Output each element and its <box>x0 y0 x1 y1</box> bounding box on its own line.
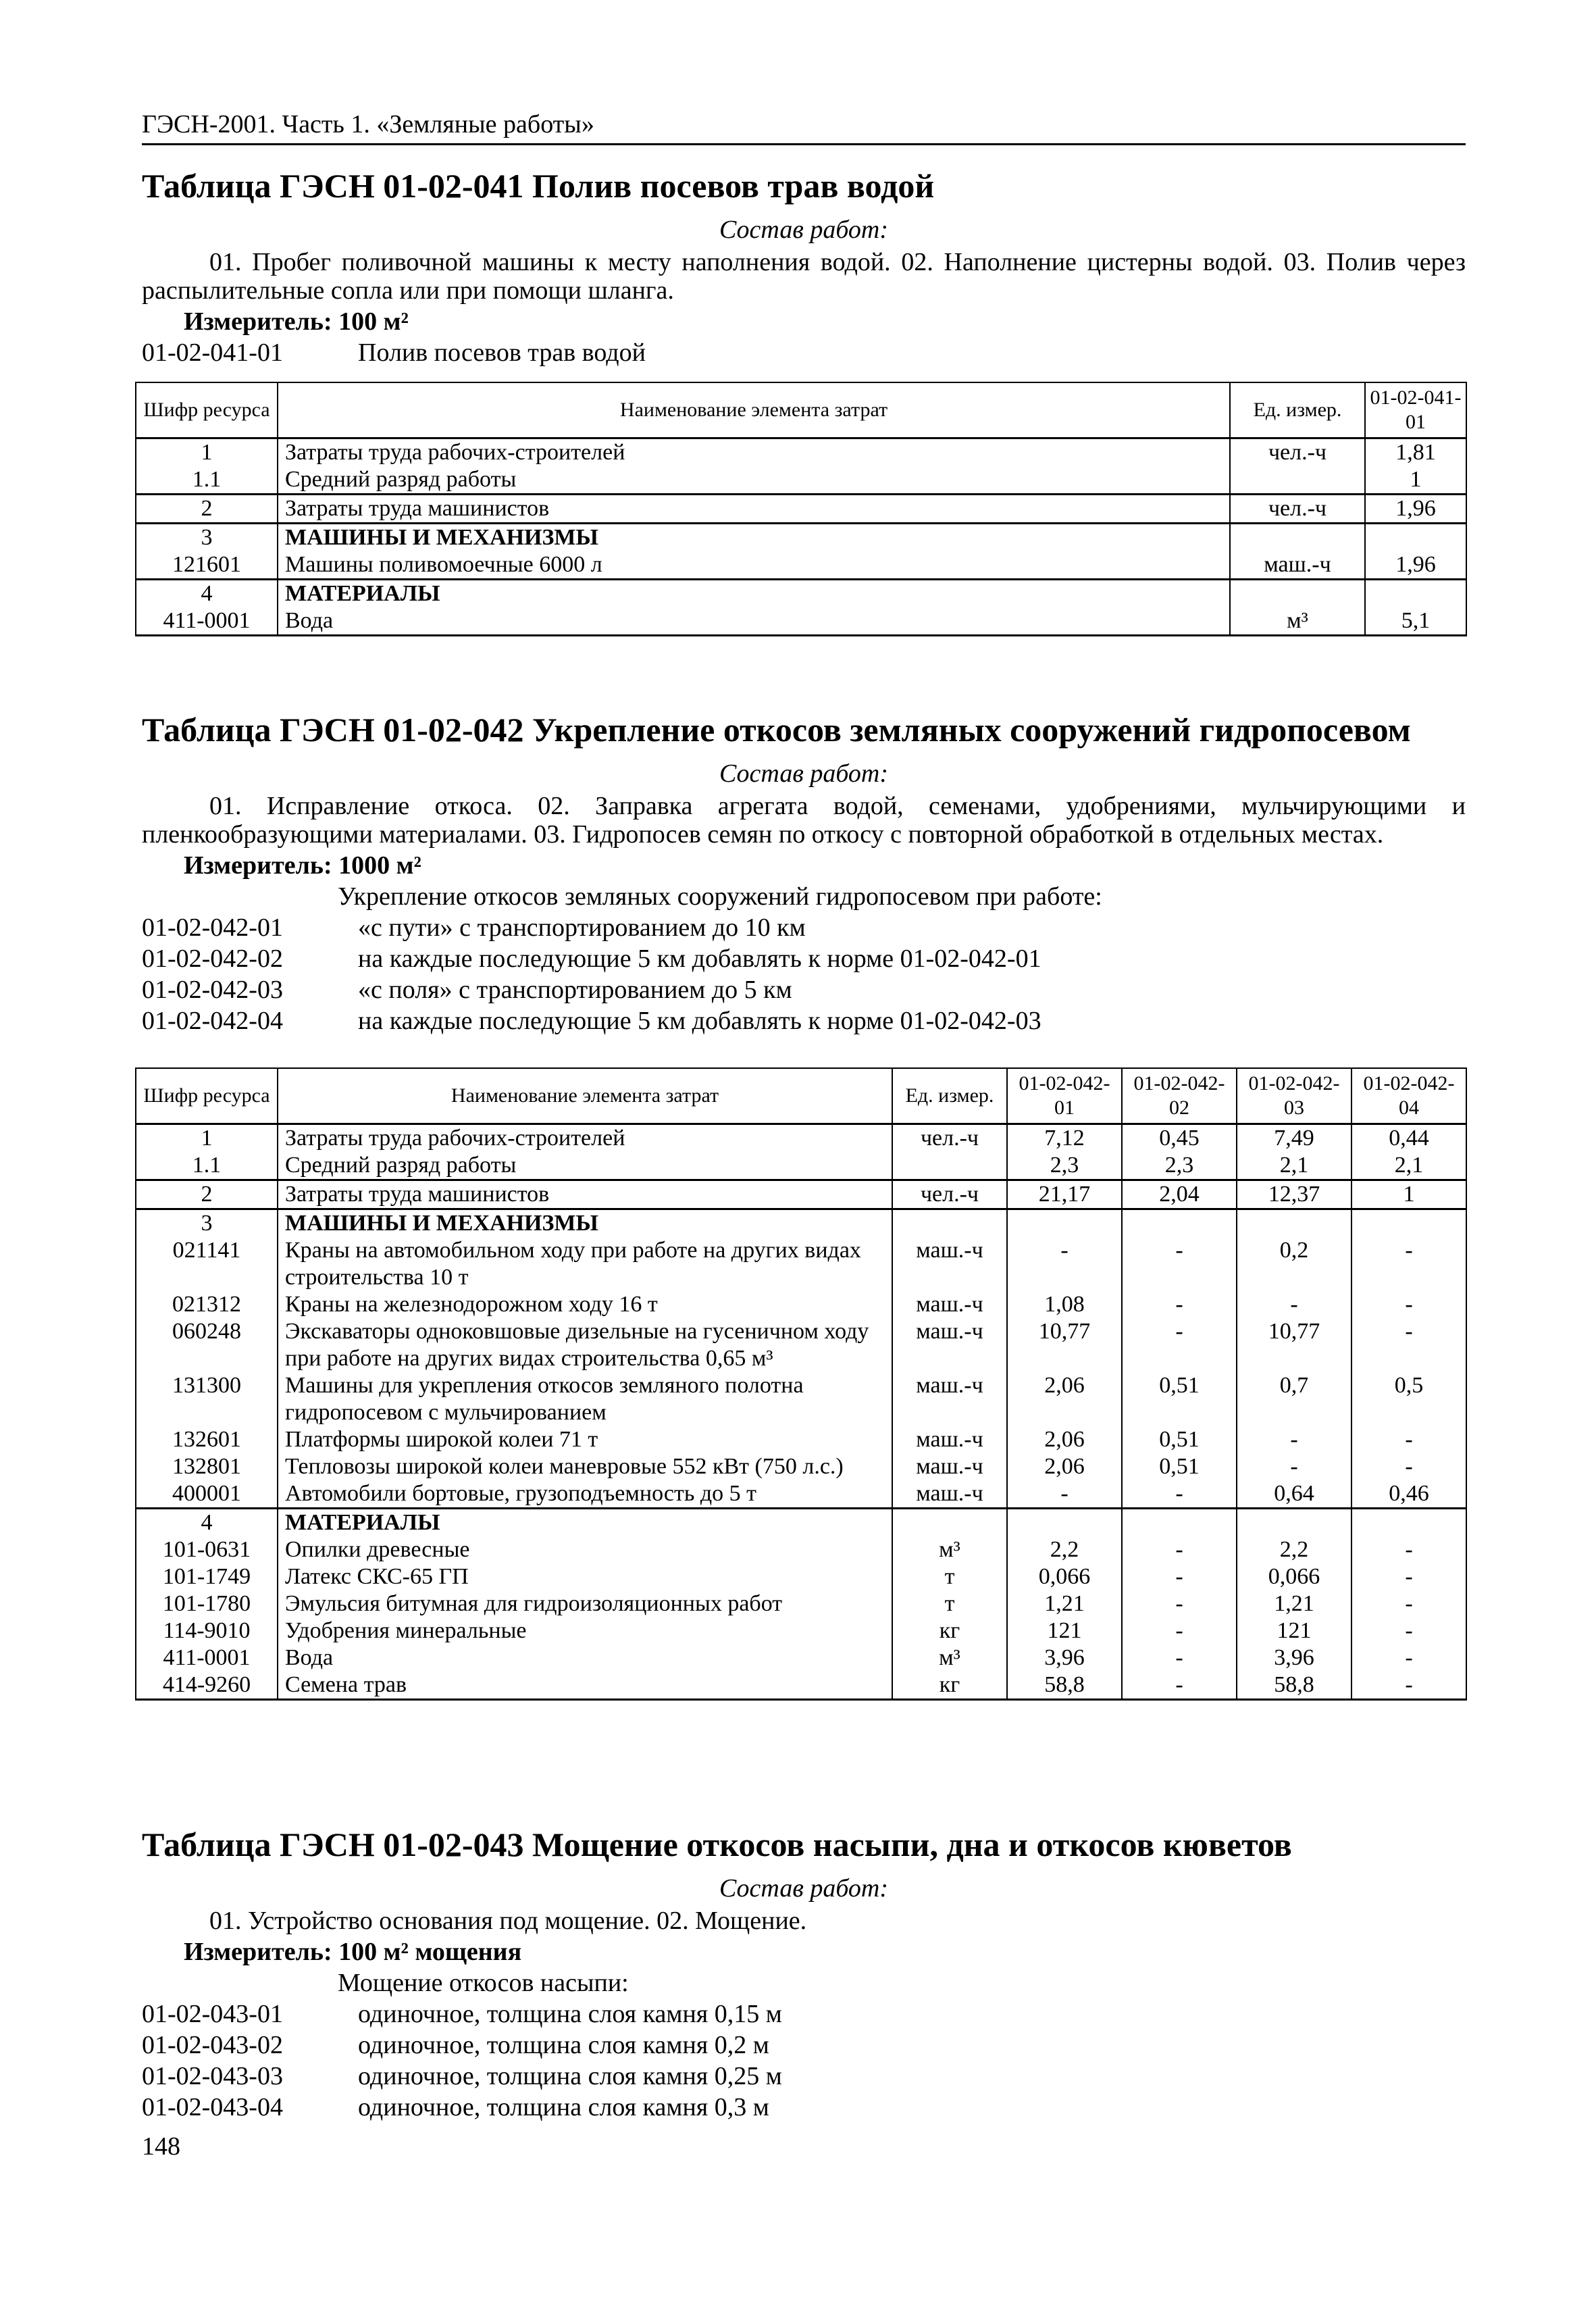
cell-value: 1 <box>1365 466 1466 495</box>
resource-table-01-02-041 <box>135 382 1467 636</box>
cell-value: 0,46 <box>1352 1480 1466 1509</box>
cell-value <box>1365 580 1466 608</box>
measure-unit: Измеритель: 100 м² мощения <box>184 1938 522 1966</box>
cell-code: 3 <box>136 1209 278 1238</box>
cell-name: Тепловозы широкой колеи маневровые 552 кВт (750 л.с.) <box>278 1453 892 1480</box>
norm-code-list <box>142 1998 1466 2123</box>
cell-unit: маш.-ч <box>892 1426 1007 1453</box>
cell-category: МАТЕРИАЛЫ <box>278 580 1230 608</box>
cell-code: 101-1780 <box>136 1590 278 1617</box>
section-01-02-041 <box>142 166 1466 368</box>
table-row <box>136 551 1466 580</box>
table-row <box>136 1480 1466 1509</box>
cell-value: 0,7 <box>1237 1372 1352 1426</box>
table-row <box>136 466 1466 495</box>
table-row <box>136 607 1466 636</box>
cell-value: 58,8 <box>1237 1671 1352 1700</box>
table-row <box>136 1291 1466 1318</box>
cell-name: Средний разряд работы <box>278 466 1230 495</box>
cell-value: 0,51 <box>1122 1426 1237 1453</box>
norm-code-list <box>142 337 1466 368</box>
group-operators <box>136 1180 1466 1209</box>
cell-name: Семена трав <box>278 1671 892 1700</box>
measure-unit: Измеритель: 100 м² <box>184 307 409 336</box>
table-row <box>136 1237 1466 1291</box>
cell-value: - <box>1122 1671 1237 1700</box>
cell-value: - <box>1352 1644 1466 1671</box>
norm-code: 01-02-042-04 <box>142 1007 283 1035</box>
cell-name: Средний разряд работы <box>278 1152 892 1180</box>
norm-code: 01-02-042-03 <box>142 976 283 1004</box>
cell-value <box>1237 1209 1352 1238</box>
cell-code: 101-0631 <box>136 1536 278 1563</box>
norm-description: Полив посевов трав водой <box>358 338 646 367</box>
cell-unit: чел.-ч <box>892 1180 1007 1209</box>
table-row <box>136 1372 1466 1426</box>
group-machines <box>136 524 1466 580</box>
cell-name: Вода <box>278 1644 892 1671</box>
cell-value: - <box>1237 1426 1352 1453</box>
cell-code: 411-0001 <box>136 1644 278 1671</box>
cell-value: 1,81 <box>1365 438 1466 467</box>
table-header-row <box>136 1068 1466 1124</box>
norm-code: 01-02-043-01 <box>142 2000 283 2028</box>
section-01-02-042 <box>142 709 1466 1036</box>
table-row <box>136 1644 1466 1671</box>
header-code: Шифр ресурса <box>136 1068 278 1124</box>
cell-value: - <box>1352 1291 1466 1318</box>
table-row <box>136 1536 1466 1563</box>
cell-value: - <box>1122 1536 1237 1563</box>
cell-name: Машины для укрепления откосов земляного полотна гидропосевом с мульчированием <box>278 1372 892 1426</box>
cell-value <box>1007 1209 1122 1238</box>
norm-description: одиночное, толщина слоя камня 0,15 м <box>358 2000 782 2028</box>
measure-unit: Измеритель: 1000 м² <box>184 851 421 880</box>
table-row <box>136 1590 1466 1617</box>
header-norm-1: 01-02-041-01 <box>1365 382 1466 438</box>
cell-value: 0,64 <box>1237 1480 1352 1509</box>
header-divider <box>142 143 1466 145</box>
cell-value <box>1122 1209 1237 1238</box>
cell-value <box>1122 1509 1237 1537</box>
header-unit: Ед. измер. <box>892 1068 1007 1124</box>
cell-value: - <box>1122 1480 1237 1509</box>
cell-value: 1,96 <box>1365 551 1466 580</box>
cell-name: Машины поливомоечные 6000 л <box>278 551 1230 580</box>
cell-unit: маш.-ч <box>892 1237 1007 1291</box>
cell-value: 3,96 <box>1237 1644 1352 1671</box>
norm-code-list <box>142 912 1466 1036</box>
cell-unit: маш.-ч <box>892 1372 1007 1426</box>
cell-value: 0,5 <box>1352 1372 1466 1426</box>
cell-value: - <box>1352 1671 1466 1700</box>
cell-value: 12,37 <box>1237 1180 1352 1209</box>
group-labor <box>136 438 1466 495</box>
cell-value: - <box>1122 1644 1237 1671</box>
table-row <box>136 524 1466 552</box>
norm-list-intro: Мощение откосов насыпи: <box>338 1969 629 1997</box>
table-row <box>136 1426 1466 1453</box>
cell-name: Латекс СКС-65 ГП <box>278 1563 892 1590</box>
cell-code: 021141 <box>136 1237 278 1291</box>
header-norm-1: 01-02-042-01 <box>1007 1068 1122 1124</box>
header-unit: Ед. измер. <box>1230 382 1365 438</box>
cell-name: Автомобили бортовые, грузоподъемность до 5 т <box>278 1480 892 1509</box>
norm-list-intro: Укрепление откосов земляных сооружений гидропосевом при работе: <box>338 882 1102 911</box>
cell-unit <box>892 1509 1007 1537</box>
cell-name: Опилки древесные <box>278 1536 892 1563</box>
cell-value: 2,06 <box>1007 1453 1122 1480</box>
section-title: Таблица ГЭСН 01-02-042 Укрепление откосов земляных сооружений гидропосевом <box>142 711 1411 749</box>
group-operators <box>136 495 1466 524</box>
header-norm-3: 01-02-042-03 <box>1237 1068 1352 1124</box>
cell-value: 0,51 <box>1122 1453 1237 1480</box>
cell-value: 2,2 <box>1007 1536 1122 1563</box>
norm-description: одиночное, толщина слоя камня 0,3 м <box>358 2093 769 2121</box>
cell-value: - <box>1122 1590 1237 1617</box>
cell-unit: маш.-ч <box>892 1318 1007 1372</box>
cell-value: - <box>1122 1237 1237 1291</box>
resource-table-01-02-042 <box>135 1067 1467 1701</box>
cell-value: 0,51 <box>1122 1372 1237 1426</box>
cell-value: 10,77 <box>1007 1318 1122 1372</box>
cell-value <box>1007 1509 1122 1537</box>
cell-value: 3,96 <box>1007 1644 1122 1671</box>
cell-value: 1,21 <box>1237 1590 1352 1617</box>
cell-value: - <box>1237 1453 1352 1480</box>
norm-code: 01-02-042-02 <box>142 945 283 973</box>
cell-value <box>1352 1209 1466 1238</box>
group-materials <box>136 580 1466 636</box>
header-norm-4: 01-02-042-04 <box>1352 1068 1466 1124</box>
norm-code-row <box>142 2061 1466 2092</box>
table-row <box>136 1617 1466 1644</box>
cell-value: 2,06 <box>1007 1372 1122 1426</box>
cell-value: - <box>1007 1480 1122 1509</box>
cell-name: Платформы широкой колеи 71 т <box>278 1426 892 1453</box>
table-row <box>136 1209 1466 1238</box>
section-title: Таблица ГЭСН 01-02-041 Полив посевов трав водой <box>142 167 935 205</box>
cell-code: 2 <box>136 495 278 524</box>
cell-value: 0,066 <box>1007 1563 1122 1590</box>
cell-name: Удобрения минеральные <box>278 1617 892 1644</box>
norm-code: 01-02-043-02 <box>142 2031 283 2059</box>
cell-code: 060248 <box>136 1318 278 1372</box>
cell-code: 114-9010 <box>136 1617 278 1644</box>
cell-value: - <box>1122 1563 1237 1590</box>
norm-description: «с пути» с транспортированием до 10 км <box>358 913 806 942</box>
cell-value: 1 <box>1352 1180 1466 1209</box>
norm-code: 01-02-042-01 <box>142 913 283 942</box>
cell-name: Затраты труда машинистов <box>278 495 1230 524</box>
cell-value: 10,77 <box>1237 1318 1352 1372</box>
work-composition-label: Состав работ: <box>719 216 889 244</box>
cell-code: 021312 <box>136 1291 278 1318</box>
cell-value: 0,45 <box>1122 1124 1237 1153</box>
cell-unit: чел.-ч <box>892 1124 1007 1153</box>
cell-category: МАШИНЫ И МЕХАНИЗМЫ <box>278 524 1230 552</box>
section-01-02-043 <box>142 1824 1466 2123</box>
cell-name: Экскаваторы одноковшовые дизельные на гусеничном ходу при работе на других видах строительства 0,65 м³ <box>278 1318 892 1372</box>
table-row <box>136 1318 1466 1372</box>
cell-code: 411-0001 <box>136 607 278 636</box>
cell-code: 3 <box>136 524 278 552</box>
cell-value: 2,06 <box>1007 1426 1122 1453</box>
table-row <box>136 438 1466 467</box>
cell-name: Краны на автомобильном ходу при работе на других видах строительства 10 т <box>278 1237 892 1291</box>
cell-code: 4 <box>136 1509 278 1537</box>
norm-description: «с поля» с транспортированием до 5 км <box>358 976 792 1004</box>
norm-code-row <box>142 2092 1466 2123</box>
table-row <box>136 580 1466 608</box>
cell-code: 414-9260 <box>136 1671 278 1700</box>
cell-unit: т <box>892 1590 1007 1617</box>
cell-value: - <box>1352 1536 1466 1563</box>
cell-value: 58,8 <box>1007 1671 1122 1700</box>
cell-value <box>1237 1509 1352 1537</box>
cell-value: - <box>1352 1617 1466 1644</box>
cell-value: 1,21 <box>1007 1590 1122 1617</box>
cell-name: Вода <box>278 607 1230 636</box>
norm-code-row <box>142 974 1466 1005</box>
cell-unit: м³ <box>892 1536 1007 1563</box>
header-code: Шифр ресурса <box>136 382 278 438</box>
norm-code: 01-02-041-01 <box>142 338 283 367</box>
work-composition-text: 01. Устройство основания под мощение. 02. Мощение. <box>209 1907 807 1935</box>
cell-name: Затраты труда рабочих-строителей <box>278 1124 892 1153</box>
group-labor <box>136 1124 1466 1180</box>
table-header-row <box>136 382 1466 438</box>
cell-name: Краны на железнодорожном ходу 16 т <box>278 1291 892 1318</box>
cell-value: - <box>1122 1318 1237 1372</box>
norm-code-row <box>142 337 1466 368</box>
cell-unit: м³ <box>1230 607 1365 636</box>
cell-value: 5,1 <box>1365 607 1466 636</box>
cell-unit: м³ <box>892 1644 1007 1671</box>
cell-value: 1,96 <box>1365 495 1466 524</box>
cell-code: 131300 <box>136 1372 278 1426</box>
cell-category: МАТЕРИАЛЫ <box>278 1509 892 1537</box>
norm-description: одиночное, толщина слоя камня 0,2 м <box>358 2031 769 2059</box>
cell-value: - <box>1352 1318 1466 1372</box>
cell-value: - <box>1007 1237 1122 1291</box>
cell-value: 1,08 <box>1007 1291 1122 1318</box>
header-norm-2: 01-02-042-02 <box>1122 1068 1237 1124</box>
table-row <box>136 1453 1466 1480</box>
cell-unit <box>1230 524 1365 552</box>
cell-value: 2,1 <box>1237 1152 1352 1180</box>
cell-unit: кг <box>892 1671 1007 1700</box>
cell-category: МАШИНЫ И МЕХАНИЗМЫ <box>278 1209 892 1238</box>
cell-unit: маш.-ч <box>1230 551 1365 580</box>
cell-value: 2,2 <box>1237 1536 1352 1563</box>
cell-code: 400001 <box>136 1480 278 1509</box>
cell-value: 0,2 <box>1237 1237 1352 1291</box>
cell-unit: т <box>892 1563 1007 1590</box>
cell-unit: маш.-ч <box>892 1453 1007 1480</box>
cell-unit: кг <box>892 1617 1007 1644</box>
cell-value <box>1352 1509 1466 1537</box>
cell-code: 2 <box>136 1180 278 1209</box>
norm-code-row <box>142 943 1466 974</box>
cell-value: - <box>1352 1590 1466 1617</box>
norm-code-row <box>142 1005 1466 1036</box>
cell-value <box>1365 524 1466 552</box>
work-composition-text: 01. Исправление откоса. 02. Заправка агрегата водой, семенами, удобрениями, мульчирующими и пленкообразующими материалами. 03. Гидропосев семян по откосу с повторной обработкой в отдельных местах. <box>142 792 1466 849</box>
cell-code: 1 <box>136 438 278 467</box>
cell-value: 121 <box>1237 1617 1352 1644</box>
cell-name: Затраты труда рабочих-строителей <box>278 438 1230 467</box>
cell-value: 2,04 <box>1122 1180 1237 1209</box>
cell-unit <box>892 1209 1007 1238</box>
norm-code-row <box>142 2030 1466 2061</box>
group-machines <box>136 1209 1466 1509</box>
cell-code: 121601 <box>136 551 278 580</box>
cell-unit <box>1230 466 1365 495</box>
cell-value: - <box>1352 1237 1466 1291</box>
cell-value: 7,49 <box>1237 1124 1352 1153</box>
section-title: Таблица ГЭСН 01-02-043 Мощение откосов насыпи, дна и откосов кюветов <box>142 1826 1292 1863</box>
cell-code: 101-1749 <box>136 1563 278 1590</box>
cell-value: 21,17 <box>1007 1180 1122 1209</box>
cell-value: 2,3 <box>1122 1152 1237 1180</box>
cell-value: 7,12 <box>1007 1124 1122 1153</box>
table-row <box>136 1124 1466 1153</box>
group-materials <box>136 1509 1466 1700</box>
cell-value: 0,44 <box>1352 1124 1466 1153</box>
cell-unit: чел.-ч <box>1230 438 1365 467</box>
cell-value: - <box>1352 1426 1466 1453</box>
norm-description: на каждые последующие 5 км добавлять к норме 01-02-042-03 <box>358 1007 1041 1035</box>
cell-value: 0,066 <box>1237 1563 1352 1590</box>
table-row <box>136 1152 1466 1180</box>
header-name: Наименование элемента затрат <box>278 1068 892 1124</box>
norm-code: 01-02-043-03 <box>142 2062 283 2090</box>
cell-code: 1.1 <box>136 1152 278 1180</box>
page-number: 148 <box>142 2132 180 2161</box>
header-name: Наименование элемента затрат <box>278 382 1230 438</box>
table-row <box>136 1180 1466 1209</box>
cell-value: - <box>1122 1617 1237 1644</box>
cell-value: 2,3 <box>1007 1152 1122 1180</box>
work-composition-text: 01. Пробег поливочной машины к месту наполнения водой. 02. Наполнение цистерны водой. 03. Полив через распылительные сопла или при помощи шланга. <box>142 248 1466 305</box>
table-row <box>136 495 1466 524</box>
table-row <box>136 1563 1466 1590</box>
cell-value: - <box>1352 1563 1466 1590</box>
cell-value: - <box>1352 1453 1466 1480</box>
work-composition-label: Состав работ: <box>719 1874 889 1903</box>
cell-unit: чел.-ч <box>1230 495 1365 524</box>
table-row <box>136 1509 1466 1537</box>
running-header: ГЭСН-2001. Часть 1. «Земляные работы» <box>142 110 594 139</box>
cell-unit <box>892 1152 1007 1180</box>
work-composition-label: Состав работ: <box>719 759 889 788</box>
cell-unit <box>1230 580 1365 608</box>
cell-value: 2,1 <box>1352 1152 1466 1180</box>
cell-code: 1.1 <box>136 466 278 495</box>
cell-value: 121 <box>1007 1617 1122 1644</box>
cell-unit: маш.-ч <box>892 1480 1007 1509</box>
cell-code: 4 <box>136 580 278 608</box>
cell-code: 1 <box>136 1124 278 1153</box>
norm-description: на каждые последующие 5 км добавлять к норме 01-02-042-01 <box>358 945 1041 973</box>
norm-code: 01-02-043-04 <box>142 2093 283 2121</box>
table-row <box>136 1671 1466 1700</box>
cell-code: 132801 <box>136 1453 278 1480</box>
norm-code-row <box>142 912 1466 943</box>
norm-description: одиночное, толщина слоя камня 0,25 м <box>358 2062 782 2090</box>
cell-name: Затраты труда машинистов <box>278 1180 892 1209</box>
norm-code-row <box>142 1998 1466 2030</box>
cell-unit: маш.-ч <box>892 1291 1007 1318</box>
cell-name: Эмульсия битумная для гидроизоляционных работ <box>278 1590 892 1617</box>
cell-code: 132601 <box>136 1426 278 1453</box>
cell-value: - <box>1237 1291 1352 1318</box>
cell-value: - <box>1122 1291 1237 1318</box>
